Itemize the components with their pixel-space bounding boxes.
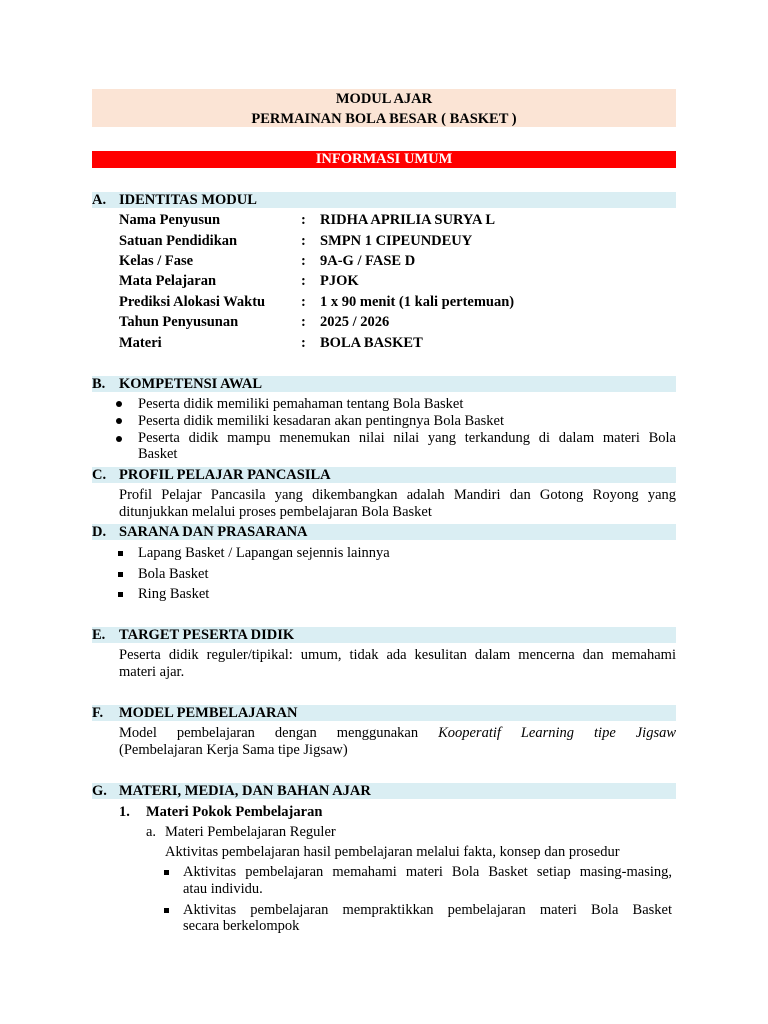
identitas-colon: : bbox=[301, 253, 306, 269]
section-b-title: KOMPETENSI AWAL bbox=[119, 376, 263, 392]
list-item-continuation: atau individu. bbox=[183, 881, 263, 897]
identitas-key: Mata Pelajaran bbox=[119, 273, 217, 289]
identitas-value: BOLA BASKET bbox=[320, 335, 423, 351]
subsection-title: Materi Pokok Pembelajaran bbox=[146, 804, 323, 820]
document-title: MODUL AJAR bbox=[335, 91, 433, 107]
identitas-value: 1 x 90 menit (1 kali pertemuan) bbox=[320, 294, 515, 310]
identitas-colon: : bbox=[301, 294, 306, 310]
identitas-value: SMPN 1 CIPEUNDEUY bbox=[320, 233, 473, 249]
identitas-value: RIDHA APRILIA SURYA L bbox=[320, 212, 496, 228]
section-g-title: MATERI, MEDIA, DAN BAHAN AJAR bbox=[119, 783, 371, 799]
list-item: Lapang Basket / Lapangan sejennis lainnya bbox=[138, 545, 390, 561]
section-c-title: PROFIL PELAJAR PANCASILA bbox=[119, 467, 331, 483]
model-name-italic: Kooperatif Learning tipe Jigsaw bbox=[438, 725, 677, 741]
identitas-value: 9A-G / FASE D bbox=[320, 253, 416, 269]
identitas-colon: : bbox=[301, 314, 306, 330]
list-item: Peserta didik mampu menemukan nilai nilai yang terkandung di dalam materi Bola bbox=[138, 430, 676, 446]
section-d-title: SARANA DAN PRASARANA bbox=[119, 524, 308, 540]
model-text: Model pembelajaran dengan menggunakan bbox=[119, 725, 419, 741]
list-item: Aktivitas pembelajaran mempraktikkan pembelajaran materi Bola Basket bbox=[183, 902, 672, 918]
section-d-letter: D. bbox=[92, 524, 107, 540]
square-bullet-icon bbox=[118, 572, 123, 577]
section-e-title: TARGET PESERTA DIDIK bbox=[119, 627, 295, 643]
subsection-a-title: Materi Pembelajaran Reguler bbox=[165, 824, 336, 840]
list-item-continuation: Basket bbox=[138, 446, 178, 462]
bullet-icon bbox=[116, 401, 122, 407]
identitas-colon: : bbox=[301, 233, 306, 249]
bullet-icon bbox=[116, 418, 122, 424]
section-e-letter: E. bbox=[92, 627, 106, 643]
identitas-value: 2025 / 2026 bbox=[320, 314, 390, 330]
list-item: Ring Basket bbox=[138, 586, 210, 602]
section-f-letter: F. bbox=[92, 705, 104, 721]
paragraph: (Pembelajaran Kerja Sama tipe Jigsaw) bbox=[119, 742, 348, 758]
bullet-icon bbox=[116, 436, 122, 442]
list-item: Peserta didik memiliki kesadaran akan pentingnya Bola Basket bbox=[138, 413, 505, 429]
paragraph: Aktivitas pembelajaran hasil pembelajaran melalui fakta, konsep dan prosedur bbox=[165, 844, 620, 860]
list-item: Aktivitas pembelajaran memahami materi Bola Basket setiap masing-masing, bbox=[183, 864, 672, 880]
square-bullet-icon bbox=[164, 870, 169, 875]
section-a-letter: A. bbox=[92, 192, 107, 208]
identitas-key: Tahun Penyusunan bbox=[119, 314, 239, 330]
paragraph: Profil Pelajar Pancasila yang dikembangkan adalah Mandiri dan Gotong Royong yang bbox=[119, 487, 676, 503]
paragraph: ditunjukkan melalui proses pembelajaran Bola Basket bbox=[119, 504, 432, 520]
section-f-title: MODEL PEMBELAJARAN bbox=[119, 705, 298, 721]
section-b-letter: B. bbox=[92, 376, 106, 392]
info-umum-band: INFORMASI UMUM bbox=[92, 151, 676, 168]
section-g-letter: G. bbox=[92, 783, 107, 799]
identitas-key: Satuan Pendidikan bbox=[119, 233, 238, 249]
square-bullet-icon bbox=[164, 908, 169, 913]
list-item-continuation: secara berkelompok bbox=[183, 918, 300, 934]
section-a-title: IDENTITAS MODUL bbox=[119, 192, 257, 208]
list-item: Peserta didik memiliki pemahaman tentang Bola Basket bbox=[138, 396, 464, 412]
paragraph: Peserta didik reguler/tipikal: umum, tidak ada kesulitan dalam mencerna dan memahami bbox=[119, 647, 676, 663]
paragraph bbox=[119, 725, 676, 742]
identitas-key: Nama Penyusun bbox=[119, 212, 221, 228]
subsection-letter: a. bbox=[146, 824, 157, 840]
list-item: Bola Basket bbox=[138, 566, 209, 582]
document-subtitle: PERMAINAN BOLA BESAR ( BASKET ) bbox=[251, 111, 517, 127]
identitas-value: PJOK bbox=[320, 273, 359, 289]
identitas-colon: : bbox=[301, 273, 306, 289]
section-c-letter: C. bbox=[92, 467, 107, 483]
identitas-key: Materi bbox=[119, 335, 162, 351]
subsection-number: 1. bbox=[119, 804, 130, 820]
identitas-colon: : bbox=[301, 212, 306, 228]
square-bullet-icon bbox=[118, 592, 123, 597]
square-bullet-icon bbox=[118, 551, 123, 556]
identitas-key: Kelas / Fase bbox=[119, 253, 194, 269]
identitas-colon: : bbox=[301, 335, 306, 351]
paragraph: materi ajar. bbox=[119, 664, 185, 680]
identitas-key: Prediksi Alokasi Waktu bbox=[119, 294, 266, 310]
